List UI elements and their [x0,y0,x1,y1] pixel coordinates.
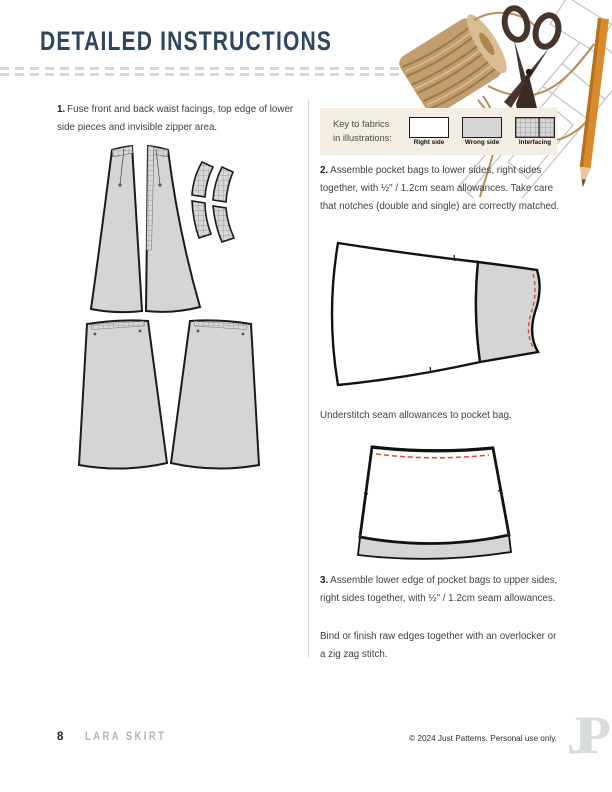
step-2-number: 2. [320,165,329,176]
understitch-note: Understitch seam allowances to pocket bag. [320,410,512,421]
skirt-front-panel [91,146,142,312]
step-3-number: 3. [320,575,329,586]
upper-side-right-side [360,447,509,544]
brand-logo: JP [567,705,595,765]
step-3-text: 3. Assemble lower edge of pocket bags to upper sides, right sides together, with ½" / 1.2cm seam allowances. [320,575,558,605]
footer-page-number: 8 [57,731,64,743]
footer-pattern-name: LARA SKIRT [85,731,167,743]
pocket-bag-wrong-side [476,262,540,362]
page-title: DETAILED INSTRUCTIONS [40,26,333,56]
waist-edge [372,447,493,451]
step-1-number: 1. [57,104,66,115]
corner-notch-right [507,533,510,536]
fabric-swatch-right-side: Right side [407,117,451,147]
step-2-text: 2. Assemble pocket bags to lower sides, right sides together, with ½" / 1.2cm seam allowances. Take care that notches (double and single) are correctly matched. [320,165,560,213]
fabric-key-box [320,108,557,155]
skirt-back-panel [146,146,200,312]
step-1-text: 1. Fuse front and back waist facings, top edge of lower side pieces and invisible zipper area. [57,104,294,134]
right-side-swatch-box [409,117,449,138]
pocket-bag-seam-illustration [320,240,560,400]
understitch-illustration [330,437,560,567]
corner-notch-left [359,535,362,538]
interfacing-swatch-box [515,117,555,138]
fabric-swatch-wrong-side: Wrong side [460,117,504,147]
step-3-finish-note: Bind or finish raw edges together with an overlocker or a zig zag stitch. [320,631,557,661]
column-divider [308,100,309,658]
waist-facing-pieces [192,162,234,242]
fabric-swatches [407,117,557,147]
wrong-side-swatch-box [462,117,502,138]
fabric-swatch-interfacing: Interfacing [513,117,557,147]
step-1-illustration [58,145,303,475]
lower-side-right-side [332,243,480,385]
footer [57,731,185,743]
fabric-key-label: Key to fabrics in illustrations: [333,118,392,143]
lower-side-pieces [79,320,259,468]
footer-copyright: © 2024 Just Patterns. Personal use only. [409,734,557,743]
